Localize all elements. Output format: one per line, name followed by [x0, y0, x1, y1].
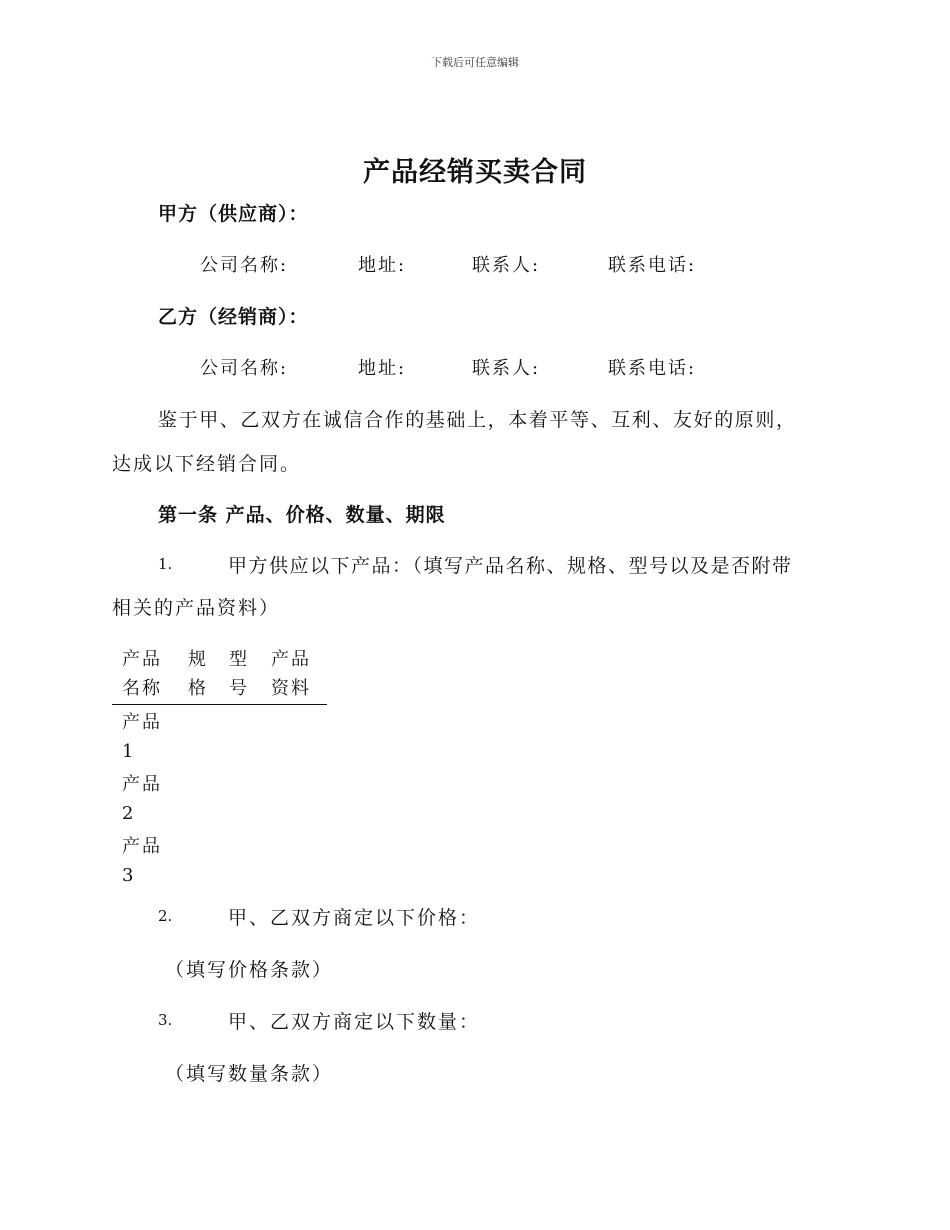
- party-a-contact-label: 联系人:: [472, 255, 541, 276]
- item-3-number: 3.: [158, 1011, 173, 1029]
- item-3-note: （填写数量条款）: [165, 1063, 334, 1085]
- preamble-line-1: 鉴于甲、乙双方在诚信合作的基础上，本着平等、互利、友好的原则，: [158, 409, 797, 431]
- table-row: 产品 3: [122, 836, 162, 886]
- table-header-product-docs: 产品 资料: [271, 649, 311, 699]
- item-3-text: 甲、乙双方商定以下数量：: [228, 1011, 481, 1033]
- item-1-number: 1.: [158, 555, 173, 573]
- party-a-company-name-label: 公司名称:: [200, 255, 289, 276]
- table-header-model: 型 号: [229, 649, 249, 699]
- party-a-phone-label: 联系电话:: [608, 255, 697, 276]
- table-header-product-name: 产品 名称: [122, 649, 162, 699]
- document-title: 产品经销买卖合同: [363, 157, 587, 188]
- item-1-line-2: 相关的产品资料）: [112, 597, 281, 619]
- party-a-address-label: 地址:: [358, 255, 407, 276]
- item-2-note: （填写价格条款）: [165, 959, 334, 981]
- party-b-phone-label: 联系电话:: [608, 358, 697, 379]
- party-a-heading: 甲方（供应商）：: [158, 203, 309, 225]
- party-b-company-name-label: 公司名称:: [200, 358, 289, 379]
- party-b-address-label: 地址:: [358, 358, 407, 379]
- item-2-text: 甲、乙双方商定以下价格：: [228, 907, 481, 929]
- table-header-spec: 规 格: [188, 649, 208, 699]
- header-note: 下载后可任意编辑: [431, 56, 519, 69]
- party-b-heading: 乙方（经销商）：: [158, 306, 309, 328]
- table-header-rule: [112, 704, 327, 705]
- table-row: 产品 1: [122, 712, 162, 762]
- preamble-line-2: 达成以下经销合同。: [112, 453, 302, 475]
- party-b-contact-label: 联系人:: [472, 358, 541, 379]
- table-row: 产品 2: [122, 774, 162, 824]
- item-2-number: 2.: [158, 907, 173, 925]
- item-1-line-1: 甲方供应以下产品：（填写产品名称、规格、型号以及是否附带: [228, 555, 793, 577]
- article-1-title: 第一条 产品、价格、数量、期限: [158, 504, 446, 526]
